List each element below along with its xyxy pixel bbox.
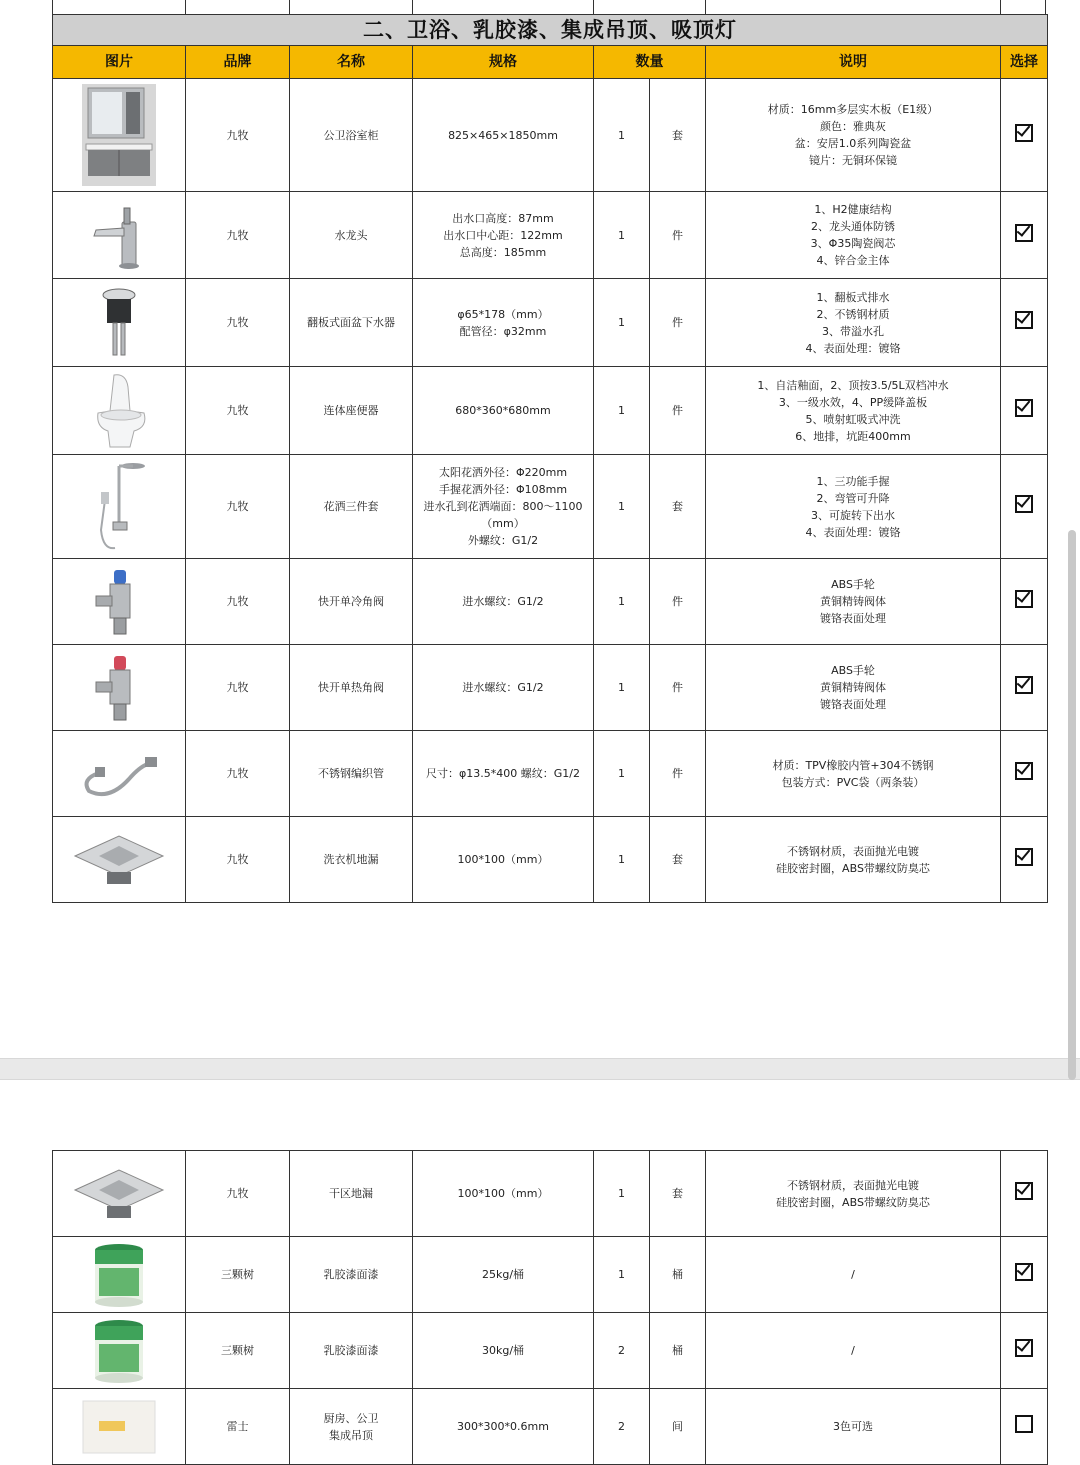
qty-cell: 1 (594, 817, 650, 903)
vanity-cabinet-icon (80, 82, 158, 188)
select-checkbox[interactable] (1015, 590, 1033, 608)
select-checkbox[interactable] (1015, 676, 1033, 694)
unit-cell: 件 (650, 731, 706, 817)
brand-cell: 九牧 (186, 559, 290, 645)
select-checkbox[interactable] (1015, 311, 1033, 329)
desc-cell: 不锈钢材质，表面抛光电镀 硅胶密封圈，ABS带螺纹防臭芯 (706, 1151, 1001, 1237)
select-cell[interactable] (1001, 817, 1048, 903)
spec-cell: 825×465×1850mm (413, 79, 594, 192)
unit-cell: 套 (650, 455, 706, 559)
spec-cell: 尺寸：φ13.5*400 螺纹：G1/2 (413, 731, 594, 817)
brand-cell: 九牧 (186, 455, 290, 559)
header-brand: 品牌 (186, 46, 290, 79)
faucet-icon (84, 200, 154, 270)
spec-cell: φ65*178（mm） 配管径：φ32mm (413, 279, 594, 367)
brand-cell: 九牧 (186, 1151, 290, 1237)
spec-cell: 进水螺纹：G1/2 (413, 645, 594, 731)
header-image: 图片 (53, 46, 186, 79)
select-cell[interactable] (1001, 192, 1048, 279)
header-select: 选择 (1001, 46, 1048, 79)
table-row (53, 192, 1048, 279)
desc-cell: 材质：TPV橡胶内管+304不锈钢 包装方式：PVC袋（两条装） (706, 731, 1001, 817)
select-cell[interactable] (1001, 79, 1048, 192)
name-cell: 厨房、公卫 集成吊顶 (290, 1389, 413, 1465)
select-cell[interactable] (1001, 455, 1048, 559)
brand-cell: 九牧 (186, 79, 290, 192)
brand-cell: 九牧 (186, 817, 290, 903)
desc-cell: ABS手轮 黄铜精铸阀体 镀铬表面处理 (706, 645, 1001, 731)
table-row (53, 455, 1048, 559)
table-row (53, 817, 1048, 903)
product-image-cell (53, 1237, 186, 1313)
qty-cell: 1 (594, 79, 650, 192)
unit-cell: 间 (650, 1389, 706, 1465)
select-checkbox[interactable] (1015, 495, 1033, 513)
select-checkbox[interactable] (1015, 1339, 1033, 1357)
qty-cell: 1 (594, 645, 650, 731)
spec-cell: 100*100（mm） (413, 1151, 594, 1237)
qty-cell: 1 (594, 455, 650, 559)
select-checkbox[interactable] (1015, 762, 1033, 780)
unit-cell: 套 (650, 1151, 706, 1237)
table-row (53, 367, 1048, 455)
shower-set-icon (89, 460, 149, 554)
desc-cell: / (706, 1313, 1001, 1389)
name-cell: 花洒三件套 (290, 455, 413, 559)
table-row (53, 731, 1048, 817)
qty-cell: 1 (594, 1151, 650, 1237)
name-cell: 乳胶漆面漆 (290, 1237, 413, 1313)
product-image-cell (53, 367, 186, 455)
braided-hose-icon (79, 749, 159, 799)
brand-cell: 三颗树 (186, 1237, 290, 1313)
select-cell[interactable] (1001, 1237, 1048, 1313)
product-image-cell (53, 731, 186, 817)
select-checkbox[interactable] (1015, 124, 1033, 142)
product-image-cell (53, 817, 186, 903)
product-image-cell (53, 1313, 186, 1389)
unit-cell: 件 (650, 279, 706, 367)
product-image-cell (53, 79, 186, 192)
unit-cell: 桶 (650, 1313, 706, 1389)
table-row (53, 559, 1048, 645)
spec-cell: 30kg/桶 (413, 1313, 594, 1389)
table-row (53, 1313, 1048, 1389)
brand-cell: 雷士 (186, 1389, 290, 1465)
select-cell[interactable] (1001, 367, 1048, 455)
select-checkbox[interactable] (1015, 1263, 1033, 1281)
unit-cell: 件 (650, 559, 706, 645)
header-name: 名称 (290, 46, 413, 79)
brand-cell: 三颗树 (186, 1313, 290, 1389)
brand-cell: 九牧 (186, 279, 290, 367)
select-checkbox[interactable] (1015, 224, 1033, 242)
header-desc: 说明 (706, 46, 1001, 79)
select-checkbox[interactable] (1015, 1415, 1033, 1433)
desc-cell: 1、翻板式排水 2、不锈钢材质 3、带溢水孔 4、表面处理：镀铬 (706, 279, 1001, 367)
qty-cell: 1 (594, 731, 650, 817)
qty-cell: 1 (594, 559, 650, 645)
spec-cell: 100*100（mm） (413, 817, 594, 903)
desc-cell: 1、H2健康结构 2、龙头通体防锈 3、Φ35陶瓷阀芯 4、锌合金主体 (706, 192, 1001, 279)
qty-cell: 1 (594, 367, 650, 455)
table-row (53, 645, 1048, 731)
materials-items-table (52, 1150, 1048, 1465)
brand-cell: 九牧 (186, 731, 290, 817)
unit-cell: 件 (650, 645, 706, 731)
qty-cell: 1 (594, 279, 650, 367)
table-row (53, 1389, 1048, 1465)
toilet-icon (84, 371, 154, 451)
name-cell: 水龙头 (290, 192, 413, 279)
unit-cell: 件 (650, 367, 706, 455)
name-cell: 快开单热角阀 (290, 645, 413, 731)
brand-cell: 九牧 (186, 645, 290, 731)
paint-bucket-icon (91, 1242, 147, 1308)
spec-cell: 出水口高度：87mm 出水口中心距：122mm 总高度：185mm (413, 192, 594, 279)
name-cell: 洗衣机地漏 (290, 817, 413, 903)
ceiling-panel-icon (79, 1397, 159, 1457)
name-cell: 连体座便器 (290, 367, 413, 455)
header-spec: 规格 (413, 46, 594, 79)
product-image-cell (53, 1389, 186, 1465)
desc-cell: 3色可选 (706, 1389, 1001, 1465)
table-row (53, 279, 1048, 367)
qty-cell: 2 (594, 1313, 650, 1389)
select-checkbox[interactable] (1015, 1182, 1033, 1200)
name-cell: 公卫浴室柜 (290, 79, 413, 192)
unit-cell: 套 (650, 79, 706, 192)
desc-cell: 材质：16mm多层实木板（E1级） 颜色：雅典灰 盆：安居1.0系列陶瓷盆 镜片：无铜环保镜 (706, 79, 1001, 192)
table-row (53, 1237, 1048, 1313)
select-cell[interactable] (1001, 645, 1048, 731)
spec-cell: 太阳花洒外径：Φ220mm 手握花洒外径：Φ108mm 进水孔到花洒端面：800～1100（mm） 外螺纹：G1/2 (413, 455, 594, 559)
name-cell: 乳胶漆面漆 (290, 1313, 413, 1389)
spec-cell: 进水螺纹：G1/2 (413, 559, 594, 645)
brand-cell: 九牧 (186, 192, 290, 279)
unit-cell: 套 (650, 817, 706, 903)
desc-cell: / (706, 1237, 1001, 1313)
name-cell: 干区地漏 (290, 1151, 413, 1237)
bathroom-items-table (52, 14, 1048, 903)
select-cell[interactable] (1001, 279, 1048, 367)
spec-cell: 25kg/桶 (413, 1237, 594, 1313)
desc-cell: 1、三功能手握 2、弯管可升降 3、可旋转下出水 4、表面处理：镀铬 (706, 455, 1001, 559)
product-image-cell (53, 645, 186, 731)
spec-cell: 680*360*680mm (413, 367, 594, 455)
scrollbar[interactable] (1068, 530, 1076, 1080)
desc-cell: 1、自洁釉面，2、顶按3.5/5L双档冲水 3、一级水效，4、PP缓降盖板 5、喷射虹吸式冲洗 6、地排，坑距400mm (706, 367, 1001, 455)
product-image-cell (53, 192, 186, 279)
header-qty: 数量 (594, 46, 706, 79)
table-row (53, 79, 1048, 192)
unit-cell: 件 (650, 192, 706, 279)
hot-angle-valve-icon (94, 654, 144, 722)
table-row (53, 1151, 1048, 1237)
basin-drain-icon (99, 287, 139, 359)
name-cell: 不锈钢编织管 (290, 731, 413, 817)
select-cell[interactable] (1001, 1313, 1048, 1389)
floor-drain-icon (71, 832, 167, 888)
name-cell: 快开单冷角阀 (290, 559, 413, 645)
paint-bucket-icon (91, 1318, 147, 1384)
desc-cell: 不锈钢材质，表面抛光电镀 硅胶密封圈，ABS带螺纹防臭芯 (706, 817, 1001, 903)
select-checkbox[interactable] (1015, 399, 1033, 417)
name-cell: 翻板式面盆下水器 (290, 279, 413, 367)
product-image-cell (53, 455, 186, 559)
qty-cell: 1 (594, 192, 650, 279)
qty-cell: 1 (594, 1237, 650, 1313)
qty-cell: 2 (594, 1389, 650, 1465)
page-break (0, 1058, 1080, 1080)
unit-cell: 桶 (650, 1237, 706, 1313)
table-header (53, 46, 1048, 79)
spec-cell: 300*300*0.6mm (413, 1389, 594, 1465)
floor-drain-icon (71, 1166, 167, 1222)
select-cell[interactable] (1001, 1389, 1048, 1465)
desc-cell: ABS手轮 黄铜精铸阀体 镀铬表面处理 (706, 559, 1001, 645)
select-cell[interactable] (1001, 559, 1048, 645)
product-image-cell (53, 279, 186, 367)
product-image-cell (53, 559, 186, 645)
select-cell[interactable] (1001, 731, 1048, 817)
cold-angle-valve-icon (94, 568, 144, 636)
select-checkbox[interactable] (1015, 848, 1033, 866)
section-title: 二、卫浴、乳胶漆、集成吊顶、吸顶灯 (53, 15, 1048, 46)
brand-cell: 九牧 (186, 367, 290, 455)
previous-table-fragment (52, 0, 1047, 14)
select-cell[interactable] (1001, 1151, 1048, 1237)
product-image-cell (53, 1151, 186, 1237)
